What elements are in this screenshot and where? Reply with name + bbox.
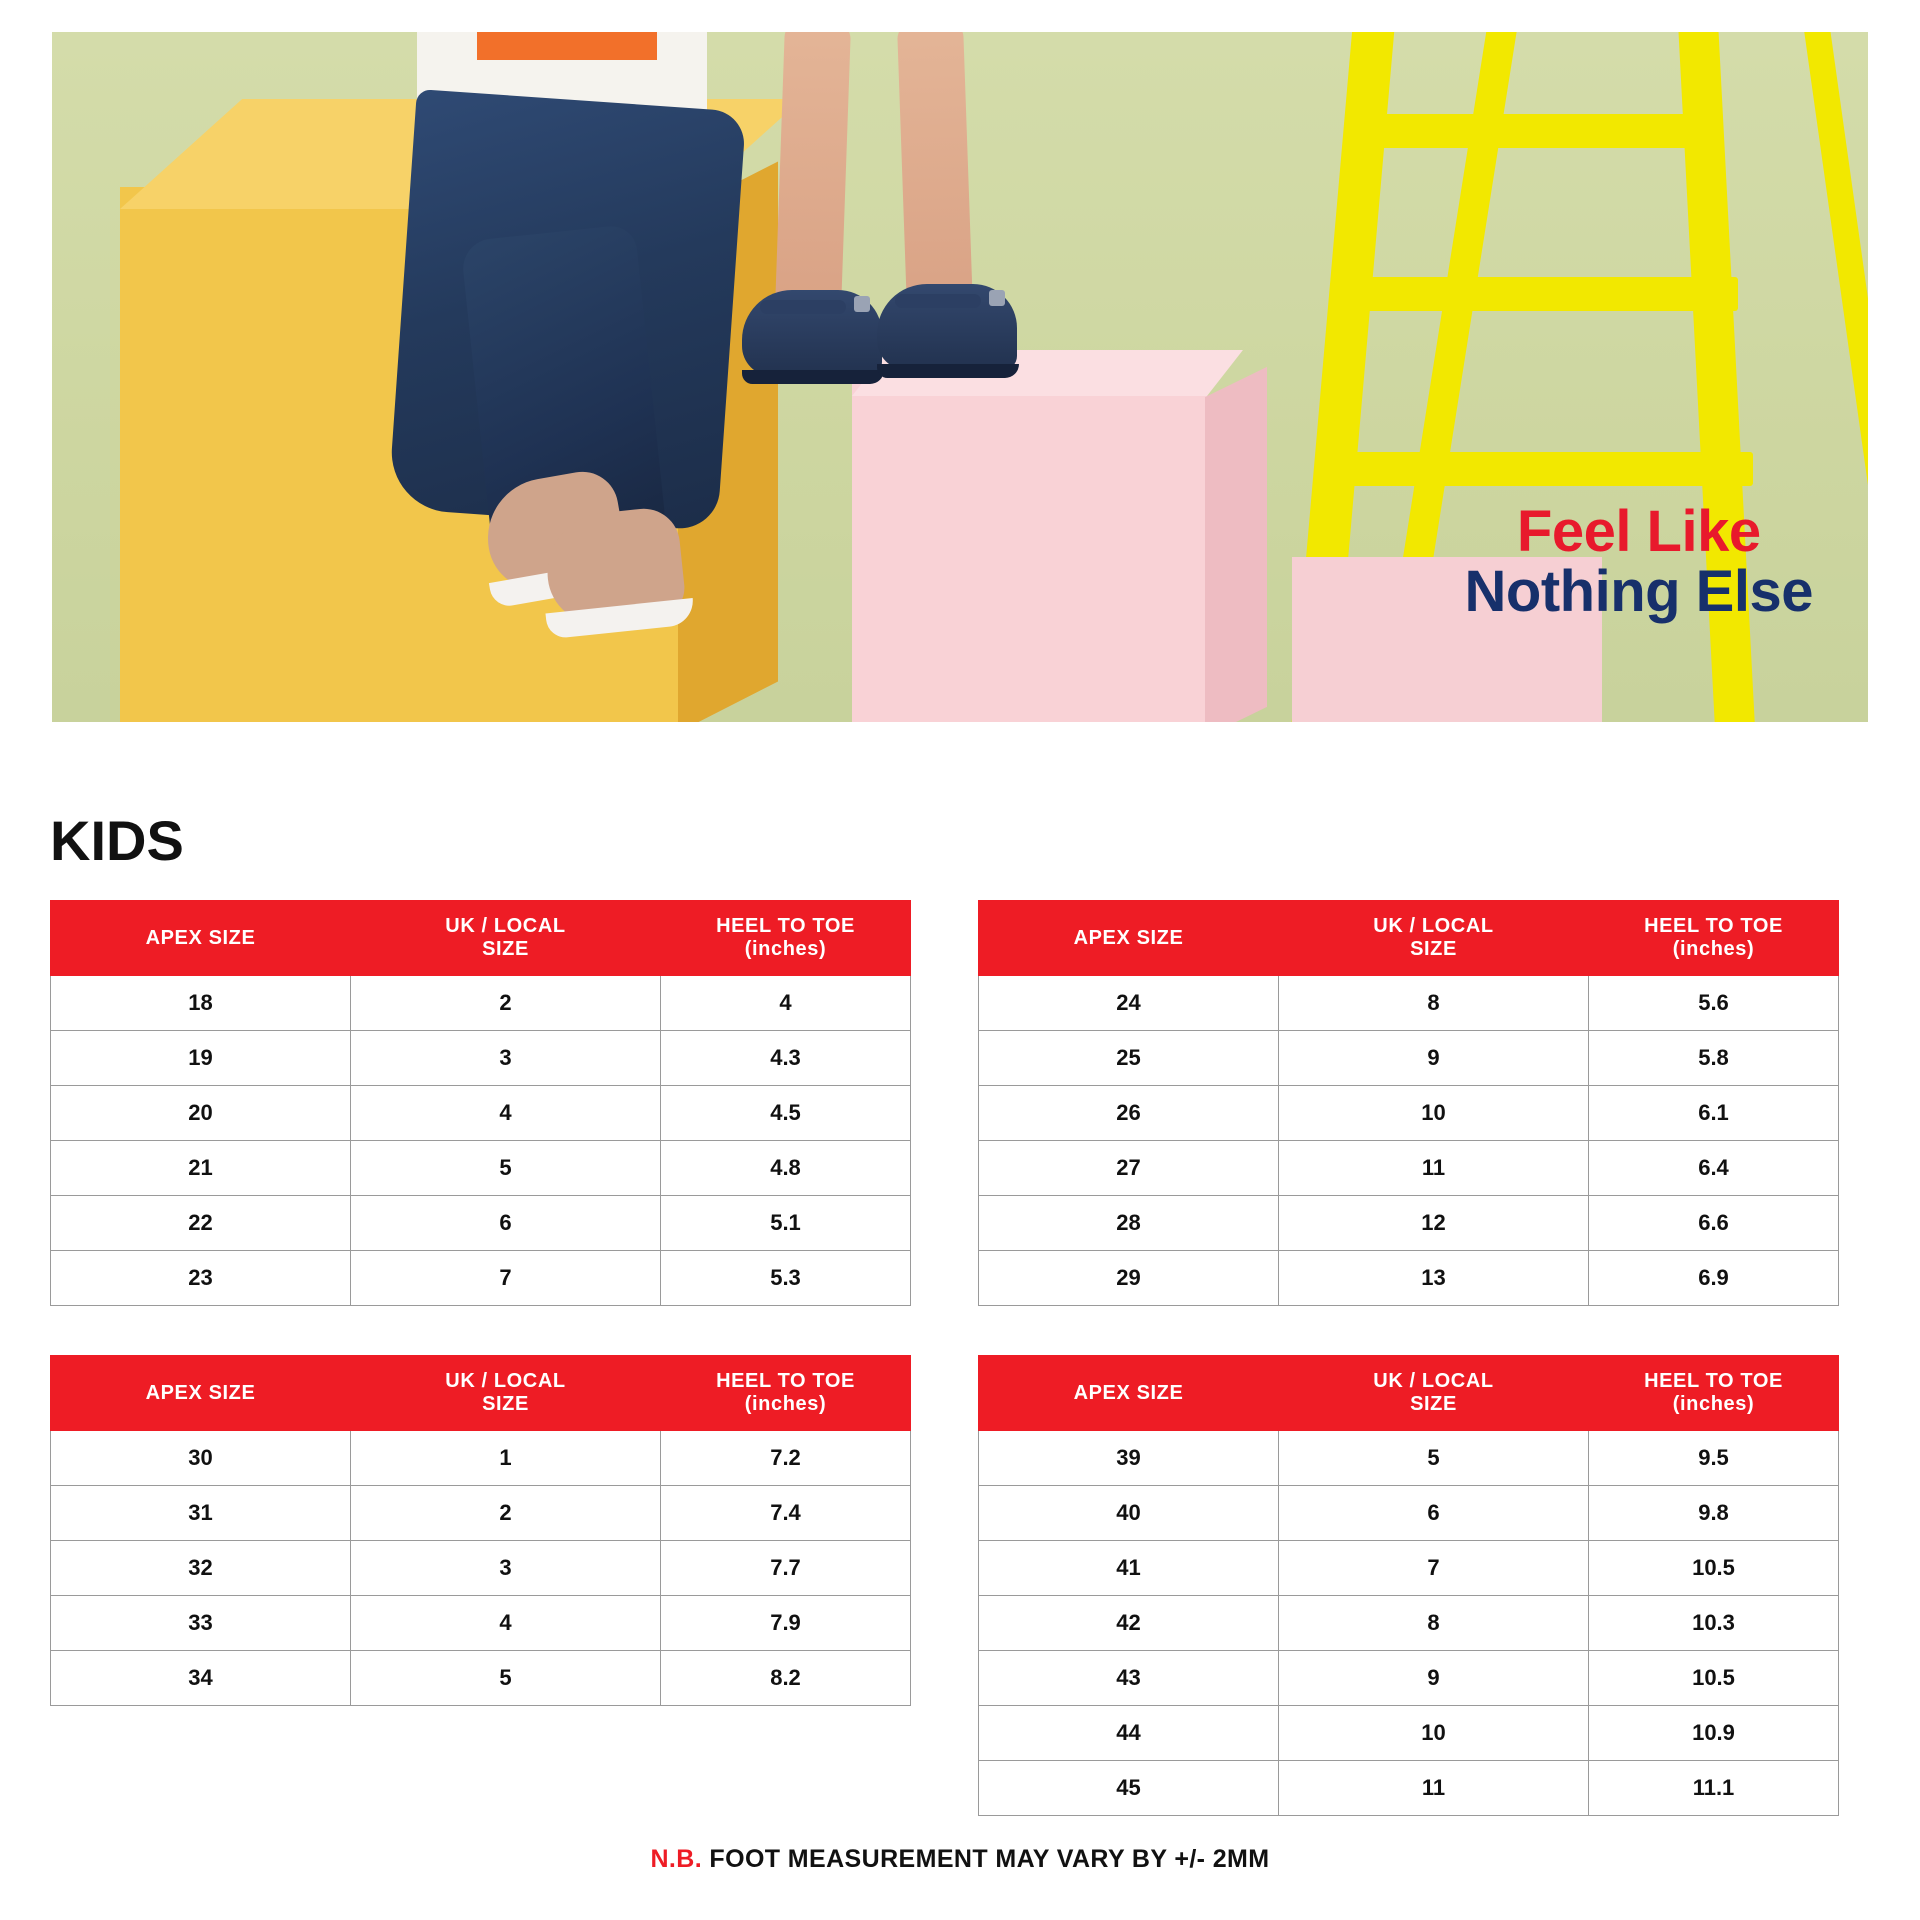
table-cell: 10.5 bbox=[1589, 1541, 1839, 1596]
table-cell: 34 bbox=[51, 1651, 351, 1706]
column-header-line: (inches) bbox=[1672, 938, 1755, 960]
table-cell: 42 bbox=[979, 1596, 1279, 1651]
table-cell: 31 bbox=[51, 1486, 351, 1541]
table-cell: 11 bbox=[1279, 1141, 1589, 1196]
table-cell: 9 bbox=[1279, 1651, 1589, 1706]
table-cell: 6 bbox=[1279, 1486, 1589, 1541]
column-header-line: SIZE bbox=[482, 1393, 529, 1415]
table-cell: 1 bbox=[351, 1431, 661, 1486]
size-table-2 bbox=[978, 900, 1839, 1306]
table-row bbox=[979, 1761, 1839, 1816]
table-row bbox=[979, 1086, 1839, 1141]
pink-pedestal-prop bbox=[852, 372, 1207, 722]
table-row bbox=[979, 1196, 1839, 1251]
seated-child-photo bbox=[382, 32, 802, 672]
column-header bbox=[51, 1356, 351, 1431]
column-header bbox=[351, 901, 661, 976]
column-header-line: UK / LOCAL bbox=[1373, 1370, 1494, 1392]
table-cell: 2 bbox=[351, 976, 661, 1031]
table-cell: 4.8 bbox=[661, 1141, 911, 1196]
table-body bbox=[51, 1431, 911, 1706]
table-header-row bbox=[51, 1356, 911, 1431]
table-row bbox=[51, 1141, 911, 1196]
table-row bbox=[979, 1251, 1839, 1306]
column-header-line: (inches) bbox=[744, 938, 827, 960]
table-row bbox=[51, 1086, 911, 1141]
table-body bbox=[51, 976, 911, 1306]
table-cell: 4.5 bbox=[661, 1086, 911, 1141]
size-table-4 bbox=[978, 1355, 1839, 1816]
table-row bbox=[979, 976, 1839, 1031]
size-table-3 bbox=[50, 1355, 911, 1706]
table-cell: 26 bbox=[979, 1086, 1279, 1141]
table-cell: 21 bbox=[51, 1141, 351, 1196]
table-row bbox=[51, 1486, 911, 1541]
table-cell: 10 bbox=[1279, 1086, 1589, 1141]
table-cell: 7.7 bbox=[661, 1541, 911, 1596]
table-cell: 7.2 bbox=[661, 1431, 911, 1486]
table-cell: 9.5 bbox=[1589, 1431, 1839, 1486]
table-header-row bbox=[979, 901, 1839, 976]
column-header-line: (inches) bbox=[1672, 1393, 1755, 1415]
table-cell: 8 bbox=[1279, 1596, 1589, 1651]
column-header-line: APEX SIZE bbox=[145, 1381, 256, 1404]
table-cell: 19 bbox=[51, 1031, 351, 1086]
table-cell: 10.9 bbox=[1589, 1706, 1839, 1761]
table-row bbox=[979, 1431, 1839, 1486]
table-cell: 6.4 bbox=[1589, 1141, 1839, 1196]
table-cell: 7.9 bbox=[661, 1596, 911, 1651]
column-header bbox=[979, 901, 1279, 976]
table-row bbox=[979, 1031, 1839, 1086]
table-cell: 4 bbox=[351, 1086, 661, 1141]
table-cell: 11 bbox=[1279, 1761, 1589, 1816]
table-cell: 5.3 bbox=[661, 1251, 911, 1306]
table-cell: 44 bbox=[979, 1706, 1279, 1761]
table-cell: 6.6 bbox=[1589, 1196, 1839, 1251]
table-cell: 13 bbox=[1279, 1251, 1589, 1306]
table-cell: 4 bbox=[351, 1596, 661, 1651]
leg-right bbox=[897, 32, 973, 313]
column-header bbox=[1589, 901, 1839, 976]
table-cell: 5.6 bbox=[1589, 976, 1839, 1031]
table-cell: 4.3 bbox=[661, 1031, 911, 1086]
table-cell: 22 bbox=[51, 1196, 351, 1251]
table-cell: 9.8 bbox=[1589, 1486, 1839, 1541]
table-cell: 28 bbox=[979, 1196, 1279, 1251]
table-cell: 45 bbox=[979, 1761, 1279, 1816]
table-header bbox=[51, 1356, 911, 1431]
table-cell: 3 bbox=[351, 1541, 661, 1596]
column-header-line: HEEL TO TOE bbox=[1644, 1370, 1783, 1392]
column-header-line: UK / LOCAL bbox=[445, 915, 566, 937]
table-row bbox=[979, 1541, 1839, 1596]
table-row bbox=[51, 1196, 911, 1251]
page-title: KIDS bbox=[50, 809, 184, 872]
table-cell: 40 bbox=[979, 1486, 1279, 1541]
table-body bbox=[979, 1431, 1839, 1816]
table-row bbox=[51, 1651, 911, 1706]
hero-tagline bbox=[1464, 499, 1813, 625]
table-cell: 33 bbox=[51, 1596, 351, 1651]
column-header-line: SIZE bbox=[1410, 1393, 1457, 1415]
column-header-line: (inches) bbox=[744, 1393, 827, 1415]
table-header-row bbox=[979, 1356, 1839, 1431]
table-cell: 8 bbox=[1279, 976, 1589, 1031]
table-row bbox=[979, 1596, 1839, 1651]
table-cell: 25 bbox=[979, 1031, 1279, 1086]
column-header-line: UK / LOCAL bbox=[445, 1370, 566, 1392]
table-cell: 32 bbox=[51, 1541, 351, 1596]
table-cell: 6.1 bbox=[1589, 1086, 1839, 1141]
column-header bbox=[661, 1356, 911, 1431]
navy-shoe-left bbox=[742, 290, 882, 376]
table-cell: 20 bbox=[51, 1086, 351, 1141]
table-cell: 5 bbox=[351, 1141, 661, 1196]
table-cell: 29 bbox=[979, 1251, 1279, 1306]
column-header bbox=[1279, 901, 1589, 976]
table-cell: 18 bbox=[51, 976, 351, 1031]
table-body bbox=[979, 976, 1839, 1306]
table-row bbox=[979, 1706, 1839, 1761]
column-header-line: UK / LOCAL bbox=[1373, 915, 1494, 937]
column-header-line: APEX SIZE bbox=[1073, 926, 1184, 949]
footnote bbox=[0, 1845, 1920, 1874]
column-header bbox=[51, 901, 351, 976]
table-cell: 10.3 bbox=[1589, 1596, 1839, 1651]
table-cell: 11.1 bbox=[1589, 1761, 1839, 1816]
table-cell: 41 bbox=[979, 1541, 1279, 1596]
column-header bbox=[979, 1356, 1279, 1431]
table-cell: 5 bbox=[351, 1651, 661, 1706]
leg-left bbox=[775, 32, 851, 313]
table-header bbox=[979, 901, 1839, 976]
column-header-line: APEX SIZE bbox=[145, 926, 256, 949]
tagline-line-2: Nothing Else bbox=[1464, 559, 1813, 625]
table-cell: 24 bbox=[979, 976, 1279, 1031]
table-cell: 23 bbox=[51, 1251, 351, 1306]
table-cell: 4 bbox=[661, 976, 911, 1031]
table-header bbox=[979, 1356, 1839, 1431]
column-header bbox=[1589, 1356, 1839, 1431]
table-row bbox=[51, 1596, 911, 1651]
table-cell: 6 bbox=[351, 1196, 661, 1251]
table-header-row bbox=[51, 901, 911, 976]
navy-shoe-right bbox=[877, 284, 1017, 370]
footnote-prefix: N.B. bbox=[650, 1845, 703, 1873]
standing-child-photo bbox=[752, 32, 1072, 382]
table-cell: 10 bbox=[1279, 1706, 1589, 1761]
table-row bbox=[51, 1031, 911, 1086]
column-header-line: APEX SIZE bbox=[1073, 1381, 1184, 1404]
table-cell: 30 bbox=[51, 1431, 351, 1486]
table-cell: 27 bbox=[979, 1141, 1279, 1196]
table-row bbox=[51, 976, 911, 1031]
table-cell: 43 bbox=[979, 1651, 1279, 1706]
table-row bbox=[51, 1541, 911, 1596]
table-cell: 8.2 bbox=[661, 1651, 911, 1706]
column-header-line: SIZE bbox=[482, 938, 529, 960]
table-cell: 12 bbox=[1279, 1196, 1589, 1251]
table-cell: 9 bbox=[1279, 1031, 1589, 1086]
table-row bbox=[979, 1651, 1839, 1706]
column-header bbox=[661, 901, 911, 976]
table-cell: 5.8 bbox=[1589, 1031, 1839, 1086]
table-cell: 7 bbox=[1279, 1541, 1589, 1596]
table-cell: 39 bbox=[979, 1431, 1279, 1486]
table-row bbox=[979, 1486, 1839, 1541]
table-cell: 7 bbox=[351, 1251, 661, 1306]
column-header-line: HEEL TO TOE bbox=[1644, 915, 1783, 937]
size-table-1 bbox=[50, 900, 911, 1306]
table-cell: 2 bbox=[351, 1486, 661, 1541]
table-row bbox=[51, 1431, 911, 1486]
table-cell: 7.4 bbox=[661, 1486, 911, 1541]
column-header-line: SIZE bbox=[1410, 938, 1457, 960]
table-cell: 5.1 bbox=[661, 1196, 911, 1251]
table-cell: 5 bbox=[1279, 1431, 1589, 1486]
table-header bbox=[51, 901, 911, 976]
table-cell: 6.9 bbox=[1589, 1251, 1839, 1306]
column-header bbox=[351, 1356, 661, 1431]
column-header bbox=[1279, 1356, 1589, 1431]
column-header-line: HEEL TO TOE bbox=[716, 1370, 855, 1392]
table-row bbox=[979, 1141, 1839, 1196]
table-cell: 10.5 bbox=[1589, 1651, 1839, 1706]
footnote-text: FOOT MEASUREMENT MAY VARY BY +/- 2MM bbox=[702, 1845, 1270, 1873]
hero-banner bbox=[52, 32, 1868, 722]
column-header-line: HEEL TO TOE bbox=[716, 915, 855, 937]
tagline-line-1: Feel Like bbox=[1516, 499, 1761, 564]
table-cell: 3 bbox=[351, 1031, 661, 1086]
table-row bbox=[51, 1251, 911, 1306]
orange-shirt bbox=[477, 32, 657, 60]
